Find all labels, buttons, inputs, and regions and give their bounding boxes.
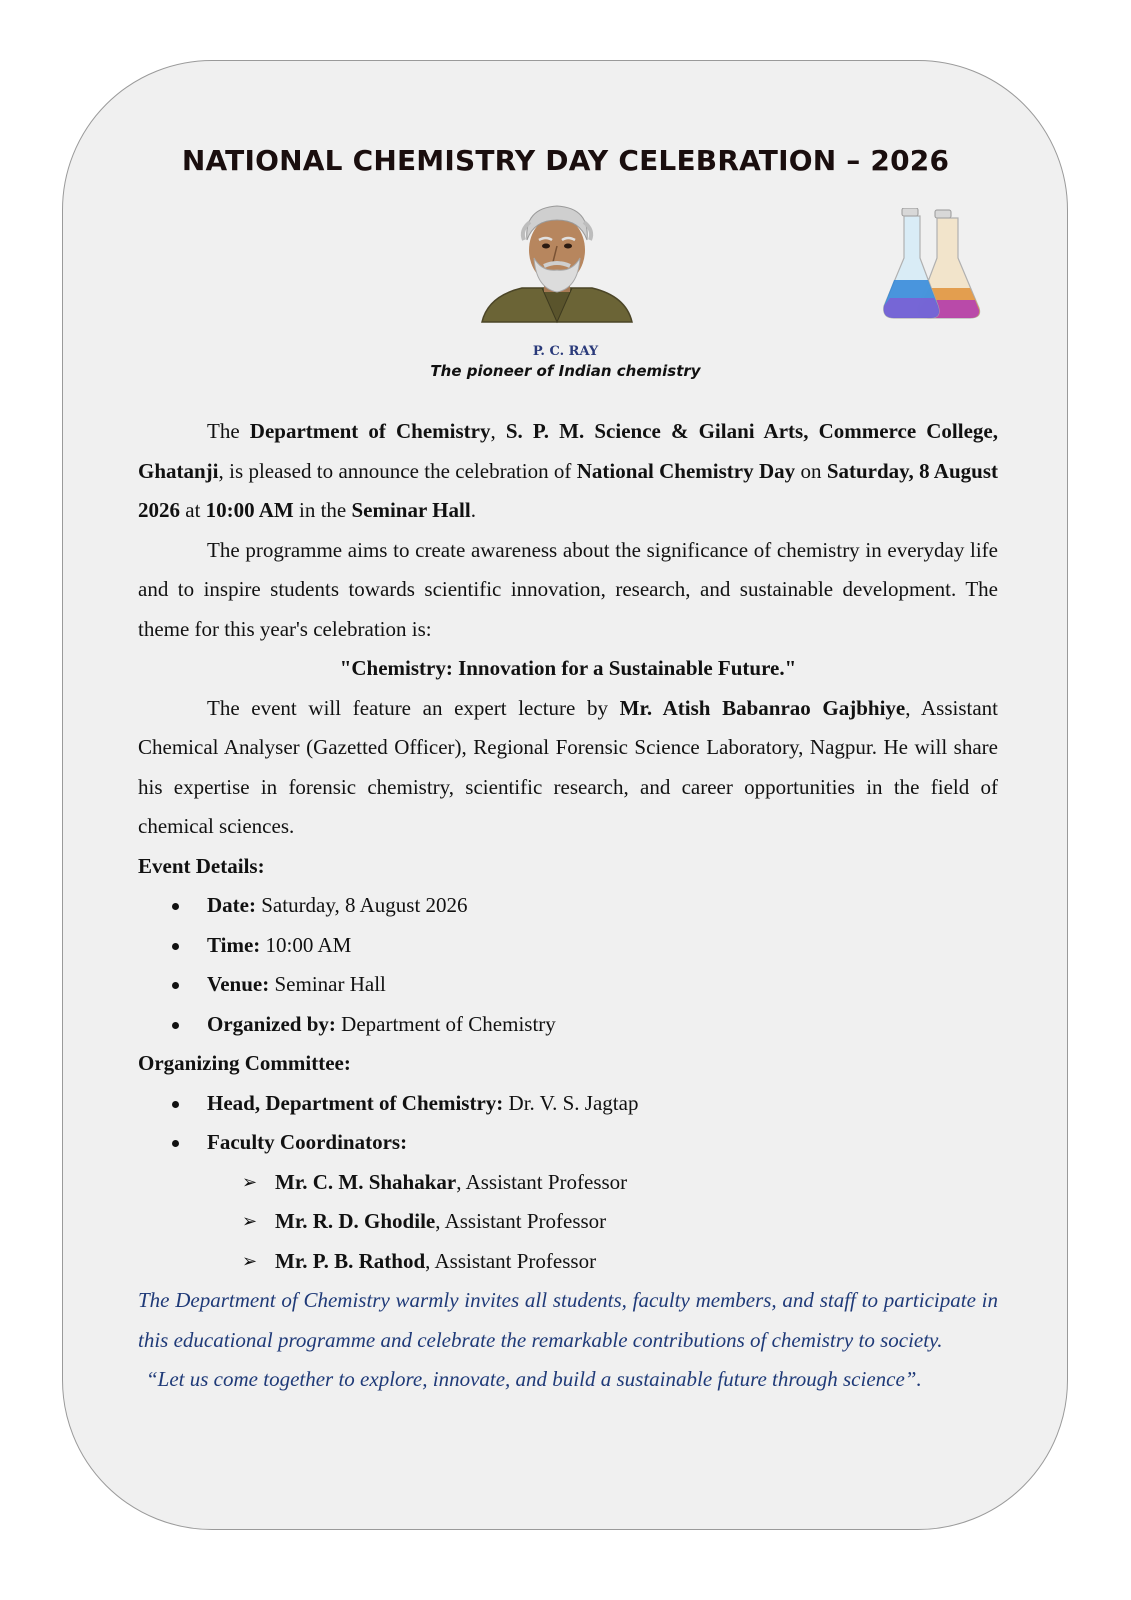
college-name: S. P. M. Science & Gilani Arts, Commerce College, Ghatanji bbox=[138, 419, 998, 483]
committee-heading: Organizing Committee: bbox=[138, 1051, 351, 1075]
portrait-caption: The pioneer of Indian chemistry bbox=[430, 362, 701, 380]
event-time: 10:00 AM bbox=[205, 498, 294, 522]
event-name: National Chemistry Day bbox=[576, 458, 796, 483]
notice-body bbox=[138, 412, 998, 1400]
event-date: Saturday, 8 August 2026 bbox=[138, 458, 999, 522]
department-name: Department of Chemistry bbox=[249, 419, 491, 443]
speaker-paragraph: The event will feature an expert lecture by Mr. Atish Babanrao Gajbhiye, Assistant Chemical Analyser (Gazetted Officer), Regional Forensic Science Laboratory, Nagpur. He will share his expertise in forensic chemistry, scientific research, and career opportunities in the field of chemical sciences. bbox=[138, 695, 998, 838]
coordinators-list bbox=[138, 1163, 998, 1282]
closing-quote: “Let us come together to explore, innovate, and build a sustainable future through science”. bbox=[146, 1367, 922, 1391]
event-details-list bbox=[138, 886, 998, 1044]
programme-paragraph: The programme aims to create awareness about the significance of chemistry in everyday life and to inspire students towards scientific innovation, research, and sustainable development. The theme for this year's celebration is: bbox=[138, 537, 998, 641]
coordinator-item: ➢ Mr. C. M. Shahakar, Assistant Professor bbox=[138, 1163, 998, 1203]
arrow-bullet-icon: ➢ bbox=[242, 1211, 258, 1231]
arrow-bullet-icon: ➢ bbox=[242, 1250, 258, 1271]
committee-head: Head, Department of Chemistry: Dr. V. S. Jagtap bbox=[138, 1084, 998, 1124]
event-detail-time: Time: 10:00 AM bbox=[138, 926, 998, 966]
pc-ray-portrait bbox=[472, 200, 642, 330]
intro-paragraph: The Department of Chemistry, S. P. M. Science & Gilani Arts, Commerce College, Ghatanji, is pleased to announce the celebration of National Chemistry Day on Saturday, 8 August 2026 at 10:00 AM in the Seminar Hall. bbox=[138, 419, 999, 522]
event-detail-organizer: Organized by: Department of Chemistry bbox=[138, 1005, 998, 1045]
chemistry-flasks-icon bbox=[880, 208, 990, 323]
committee-coordinators-label: Faculty Coordinators: bbox=[138, 1123, 998, 1163]
event-details-heading: Event Details: bbox=[138, 853, 265, 878]
coordinator-item: ➢ Mr. R. D. Ghodile, Assistant Professor bbox=[138, 1202, 998, 1242]
coordinator-item: ➢ Mr. P. B. Rathod, Assistant Professor bbox=[138, 1242, 998, 1282]
arrow-bullet-icon: ➢ bbox=[242, 1171, 258, 1192]
portrait-name: P. C. RAY bbox=[532, 344, 599, 359]
event-detail-date: Date: Saturday, 8 August 2026 bbox=[138, 886, 998, 926]
speaker-name: Mr. Atish Babanrao Gajbhiye bbox=[619, 695, 906, 720]
invitation-paragraph: The Department of Chemistry warmly invites all students, faculty members, and staff to participate in this educational programme and celebrate the remarkable contributions of chemistry to society. bbox=[138, 1288, 998, 1352]
theme-line: "Chemistry: Innovation for a Sustainable Future." bbox=[339, 656, 797, 680]
event-detail-venue: Venue: Seminar Hall bbox=[138, 965, 998, 1005]
event-venue: Seminar Hall bbox=[351, 498, 471, 522]
committee-list bbox=[138, 1084, 998, 1163]
notice-title: NATIONAL CHEMISTRY DAY CELEBRATION – 2026 bbox=[181, 144, 950, 177]
